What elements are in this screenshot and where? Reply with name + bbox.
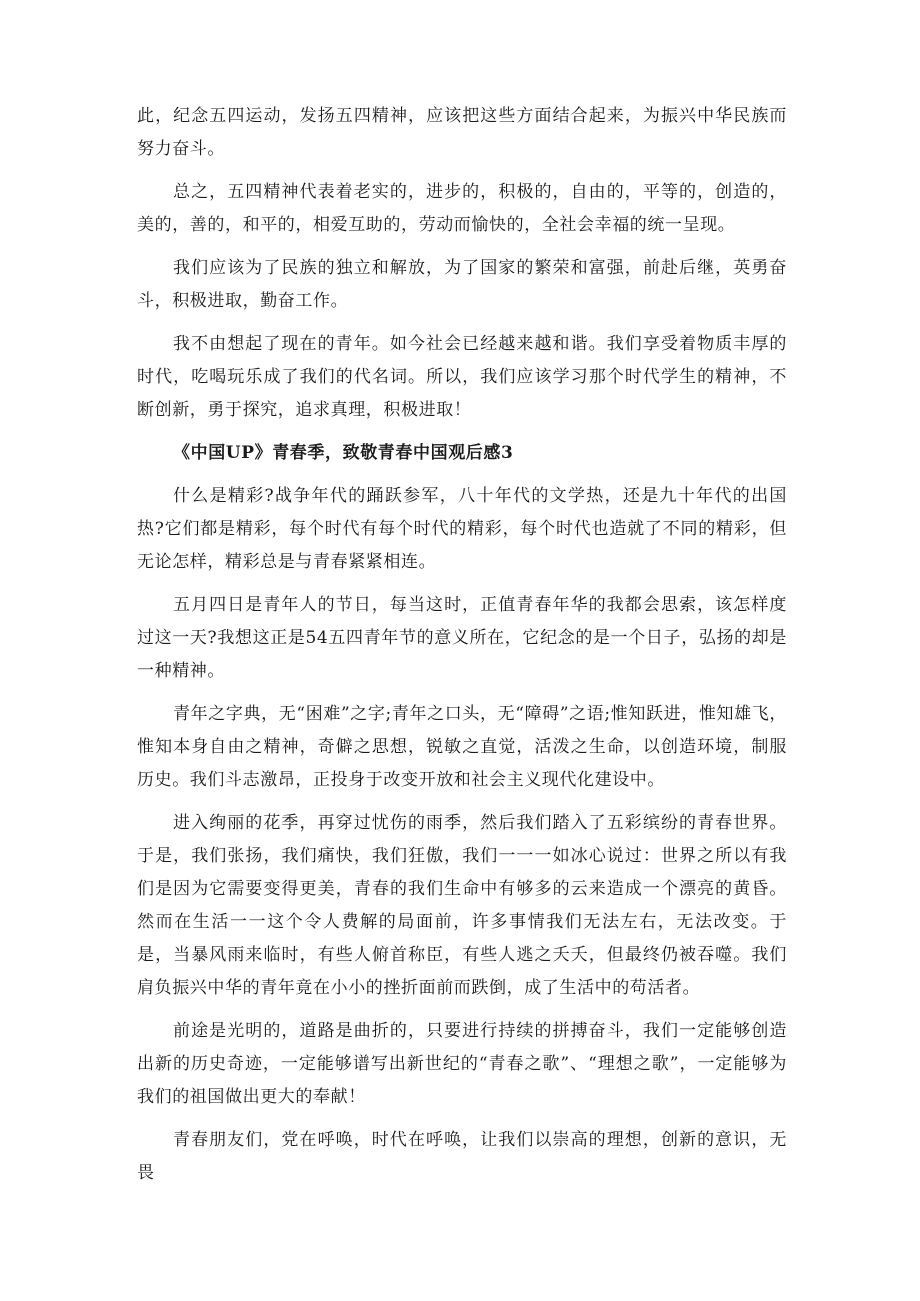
paragraph: 进入绚丽的花季，再穿过忧伤的雨季，然后我们踏入了五彩缤纷的青春世界。于是，我们张扬，我们痛快，我们狂傲，我们一一一如冰心说过：世界之所以有我们是因为它需要变得更美，青春的我们生命中有够多的云来造成一个漂亮的黄昏。然而在生活一一这个令人费解的局面前，许多事情我们无法左右，无法改变。于是，当暴风雨来临时，有些人俯首称臣，有些人逃之夭夭，但最终仍被吞噬。我们肩负振兴中华的青年竟在小小的挫折面前而跌倒，成了生活中的苟活者。 (137, 813, 787, 998)
document-body (137, 100, 787, 1200)
paragraph: 青年之字典，无“困难”之字;青年之口头，无“障碍”之语;惟知跃进，惟知雄飞，惟知本身自由之精神，奇僻之思想，锐敏之直觉，活泼之生命，以创造环境，制服历史。我们斗志激昂，正投身于改变开放和社会主义现代化建设中。 (137, 704, 787, 790)
paragraph: 青春朋友们，党在呼唤，时代在呼唤，让我们以崇高的理想，创新的意识，无畏 (137, 1130, 787, 1183)
paragraph: 我们应该为了民族的独立和解放，为了国家的繁荣和富强，前赴后继，英勇奋斗，积极进取，勤奋工作。 (137, 258, 787, 311)
paragraph: 五月四日是青年人的节日，每当这时，正值青春年华的我都会思索，该怎样度过这一天?我想这正是54五四青年节的意义所在，它纪念的是一个日子，弘扬的却是一种精神。 (137, 595, 787, 681)
paragraph: 此，纪念五四运动，发扬五四精神，应该把这些方面结合起来，为振兴中华民族而努力奋斗。 (137, 106, 787, 159)
section-heading: 《中国UP》青春季，致敬青春中国观后感3 (173, 443, 514, 463)
paragraph: 前途是光明的，道路是曲折的，只要进行持续的拼搏奋斗，我们一定能够创造出新的历史奇迹，一定能够谱写出新世纪的“青春之歌”、“理想之歌”，一定能够为我们的祖国做出更大的奉献！ (137, 1021, 787, 1107)
paragraph: 总之，五四精神代表着老实的，进步的，积极的，自由的，平等的，创造的，美的，善的，和平的，相爱互助的，劳动而愉快的，全社会幸福的统一呈现。 (137, 182, 787, 235)
paragraph: 什么是精彩?战争年代的踊跃参军，八十年代的文学热，还是九十年代的出国热?它们都是精彩，每个时代有每个时代的精彩，每个时代也造就了不同的精彩，但无论怎样，精彩总是与青春紧紧相连。 (137, 486, 787, 572)
paragraph: 我不由想起了现在的青年。如今社会已经越来越和谐。我们享受着物质丰厚的时代，吃喝玩乐成了我们的代名词。所以，我们应该学习那个时代学生的精神，不断创新，勇于探究，追求真理，积极进取！ (137, 334, 787, 420)
